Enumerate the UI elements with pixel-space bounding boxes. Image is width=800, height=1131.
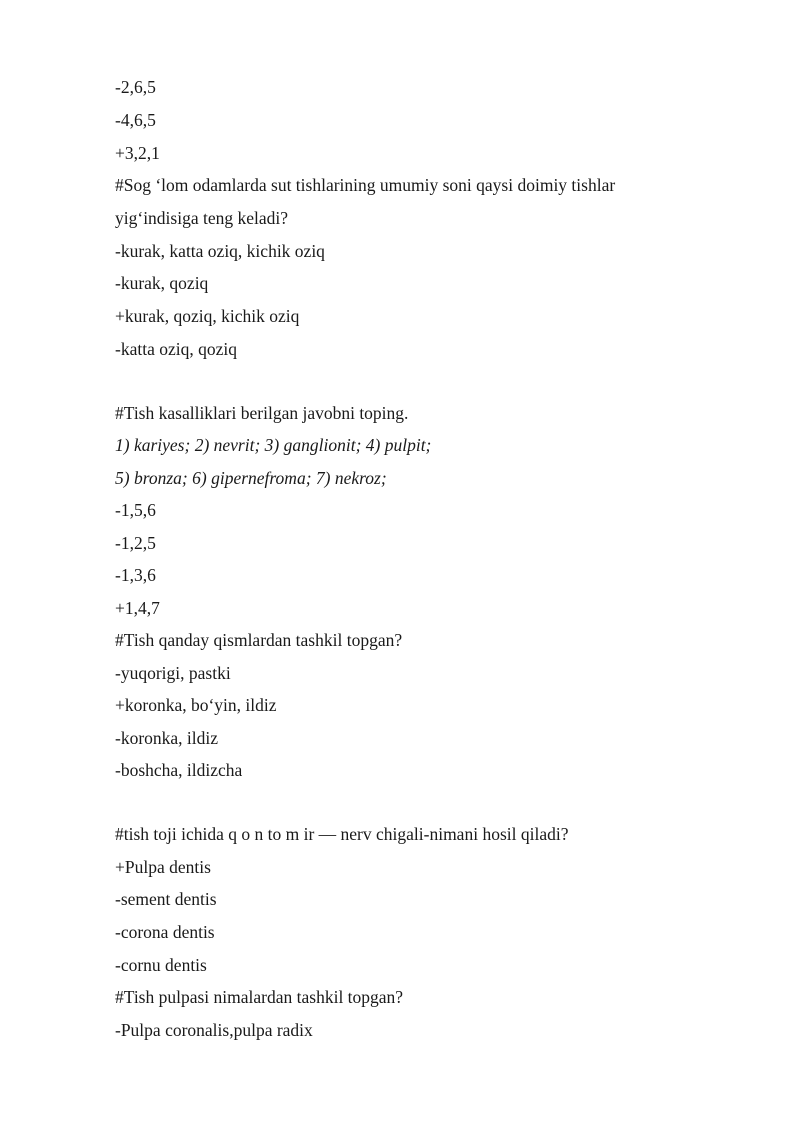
answer-option: -1,3,6 — [115, 565, 156, 585]
question-text-continued: yig‘indisiga teng keladi? — [115, 208, 289, 228]
answer-option: -1,2,5 — [115, 533, 156, 553]
answer-option: -katta oziq, qoziq — [115, 339, 237, 359]
answer-option: -2,6,5 — [115, 77, 156, 97]
question-list: 1) kariyes; 2) nevrit; 3) ganglionit; 4) pulpit; — [115, 435, 432, 455]
answer-option: -4,6,5 — [115, 110, 156, 130]
answer-option: -1,5,6 — [115, 500, 156, 520]
answer-option: -kurak, katta oziq, kichik oziq — [115, 241, 325, 261]
answer-option: -koronka, ildiz — [115, 728, 219, 748]
answer-option: -yuqorigi, pastki — [115, 663, 231, 683]
answer-option: -sement dentis — [115, 889, 217, 909]
correct-answer: +1,4,7 — [115, 598, 160, 618]
question-text: #tish toji ichida q o n to m ir — nerv chigali-nimani hosil qiladi? — [115, 824, 569, 844]
question-list: 5) bronza; 6) gipernefroma; 7) nekroz; — [115, 468, 387, 488]
answer-option: -kurak, qoziq — [115, 273, 209, 293]
answer-option: -corona dentis — [115, 922, 215, 942]
correct-answer: +Pulpa dentis — [115, 857, 211, 877]
answer-option: -boshcha, ildizcha — [115, 760, 243, 780]
correct-answer: +koronka, bo‘yin, ildiz — [115, 695, 277, 715]
question-text: #Tish kasalliklari berilgan javobni toping. — [115, 403, 409, 423]
question-text: #Tish qanday qismlardan tashkil topgan? — [115, 630, 403, 650]
question-text: #Tish pulpasi nimalardan tashkil topgan? — [115, 987, 404, 1007]
answer-option: -Pulpa coronalis,pulpa radix — [115, 1020, 313, 1040]
correct-answer: +3,2,1 — [115, 143, 160, 163]
correct-answer: +kurak, qoziq, kichik oziq — [115, 306, 300, 326]
answer-option: -cornu dentis — [115, 955, 207, 975]
question-text: #Sog ‘lom odamlarda sut tishlarining umumiy soni qaysi doimiy tishlar — [115, 175, 616, 195]
